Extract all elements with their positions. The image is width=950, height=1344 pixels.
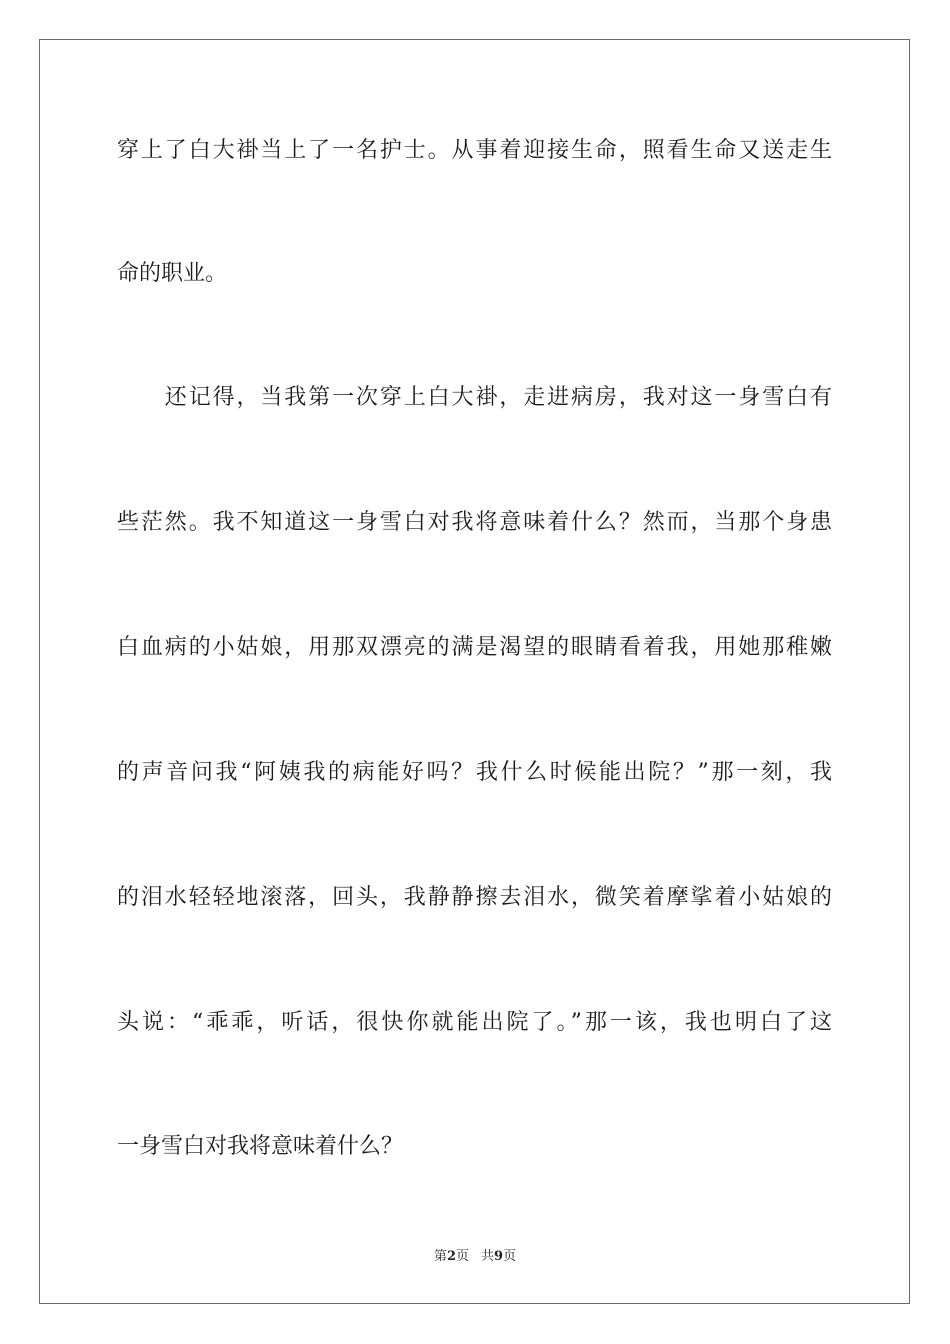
paragraph-line-9: 一身雪白对我将意味着什么？ (117, 1134, 404, 1159)
footer-total-pages: 9 (494, 1249, 504, 1264)
footer-total-suffix: 页 (503, 1249, 517, 1264)
footer-page-prefix: 第 (433, 1249, 447, 1264)
paragraph-line-3: 还记得，当我第一次穿上白大褂，走进病房，我对这一身雪白有 (117, 385, 832, 410)
paragraph-line-7: 的泪水轻轻地滚落，回头，我静静擦去泪水，微笑着摩挲着小姑娘的 (117, 885, 832, 910)
paragraph-line-5: 白血病的小姑娘，用那双漂亮的满是渴望的眼睛看着我，用她那稚嫩 (117, 635, 832, 660)
page-footer (0, 1248, 950, 1266)
paragraph-line-8: 头说：“乖乖，听话，很快你就能出院了。”那一该，我也明白了这 (117, 1010, 832, 1035)
footer-page-suffix: 页 (455, 1249, 469, 1264)
page-border (39, 39, 910, 1304)
paragraph-line-6: 的声音问我“阿姨我的病能好吗？我什么时候能出院？”那一刻，我 (117, 760, 832, 785)
footer-page-number: 2 (446, 1249, 456, 1264)
paragraph-line-1: 穿上了白大褂当上了一名护士。从事着迎接生命，照看生命又送走生 (117, 138, 832, 163)
footer-total-prefix: 共 (481, 1249, 495, 1264)
paragraph-line-2: 命的职业。 (117, 261, 228, 286)
paragraph-line-4: 些茫然。我不知道这一身雪白对我将意味着什么？然而，当那个身患 (117, 510, 832, 535)
